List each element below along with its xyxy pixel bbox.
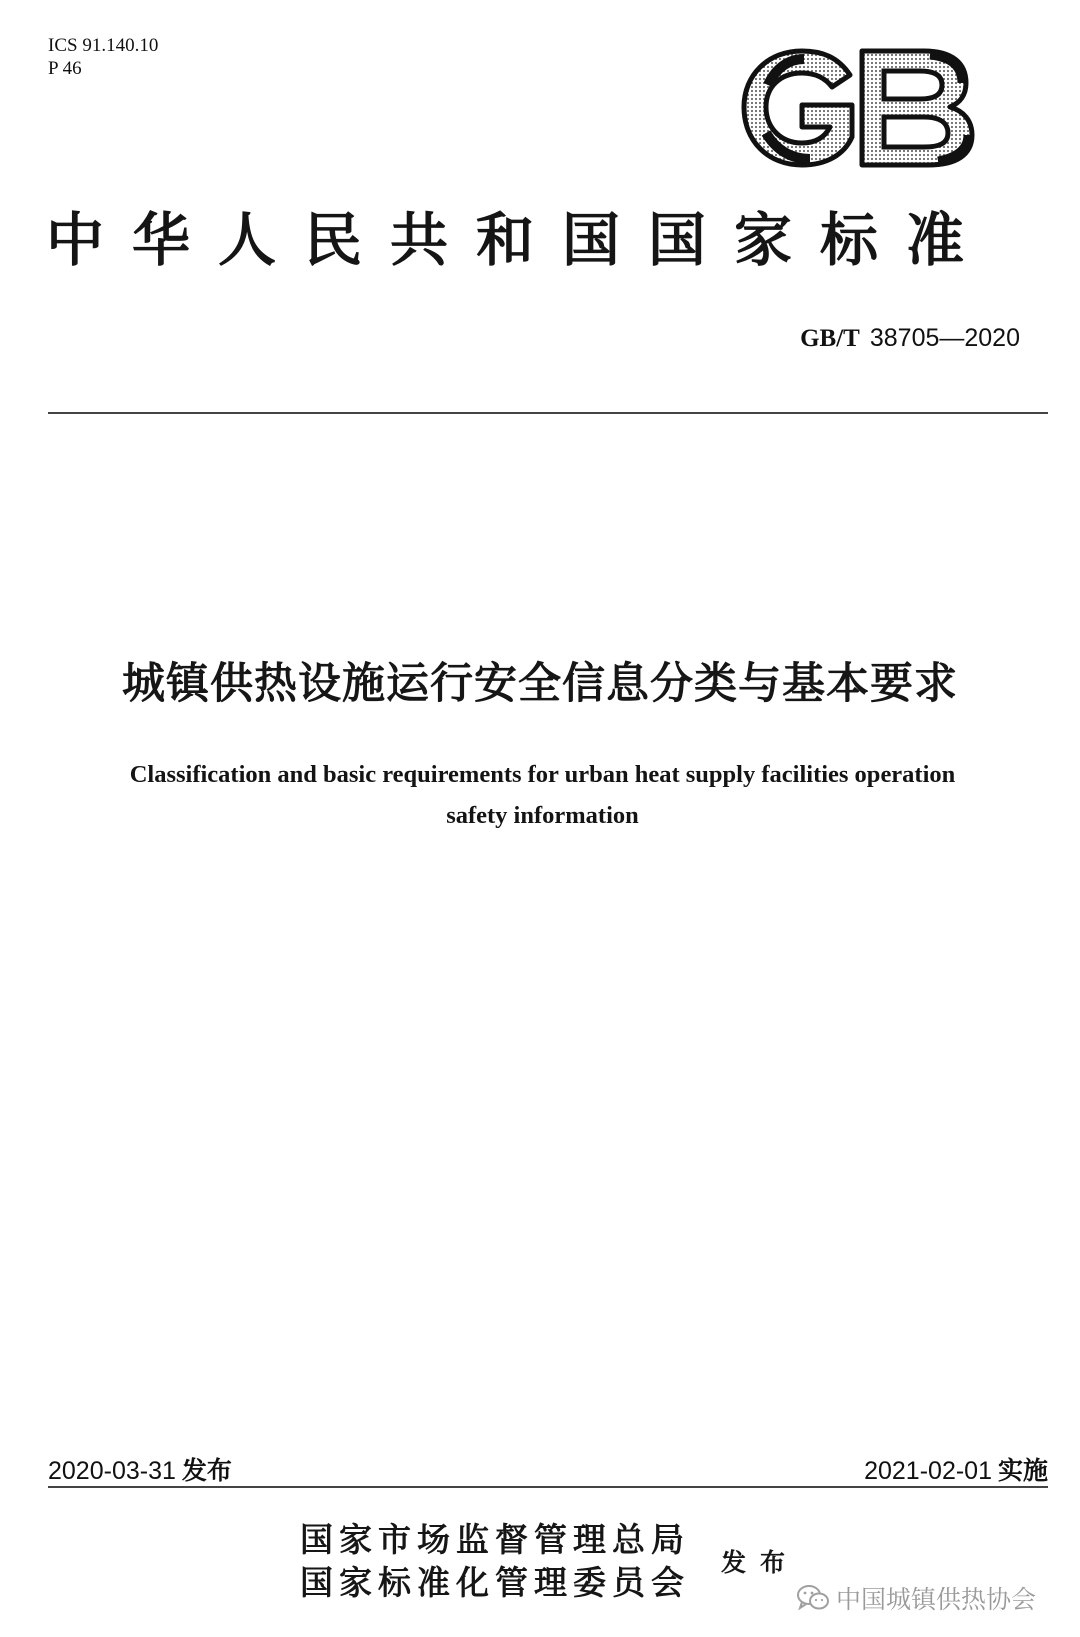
document-title-en (40, 754, 1045, 836)
document-title-cn: 城镇供热设施运行安全信息分类与基本要求 (122, 659, 958, 709)
publishers (300, 1518, 690, 1604)
document-title-en-line2: safety information (446, 802, 639, 829)
ics-code: ICS 91.140.10 (48, 35, 159, 56)
standard-code (800, 324, 1020, 353)
issue-date-label: 发布 (181, 1456, 232, 1485)
national-standard-title: 中华人民共和国国家标准 (46, 206, 993, 274)
implementation-date-label: 实施 (997, 1456, 1048, 1485)
document-title-en-line1: Classification and basic requirements for urban heat supply facilities operation (129, 761, 956, 788)
implementation-date (864, 1451, 1048, 1487)
publisher-1: 国家市场监督管理总局 (300, 1520, 690, 1559)
wechat-icon (796, 1584, 830, 1612)
standard-code-number: 38705—2020 (869, 324, 1020, 352)
watermark (796, 1580, 1036, 1616)
classification-codes (48, 34, 158, 80)
issue-date (48, 1451, 232, 1487)
watermark-text: 中国城镇供热协会 (836, 1585, 1037, 1614)
gb-logo-icon (738, 45, 978, 170)
category-code: P 46 (48, 58, 82, 79)
issue-date-value: 2020-03-31 (48, 1457, 176, 1485)
publish-label: 发布 (721, 1548, 800, 1577)
publisher-2: 国家标准化管理委员会 (300, 1563, 690, 1602)
top-divider (48, 412, 1048, 414)
bottom-divider (48, 1486, 1048, 1488)
standard-code-prefix: GB/T (800, 325, 860, 352)
implementation-date-value: 2021-02-01 (864, 1457, 992, 1485)
